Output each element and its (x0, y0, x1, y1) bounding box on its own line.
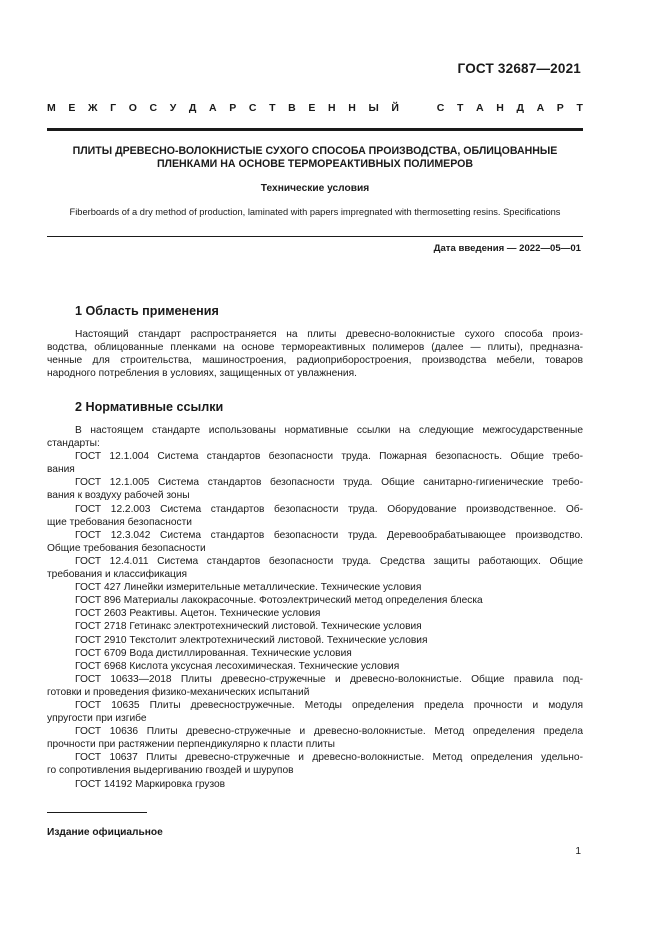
text-line: ГОСТ 2603 Реактивы. Ацетон. Технические условия (75, 608, 321, 620)
text-line: ГОСТ 6968 Кислота уксусная лесохимическая. Технические условия (75, 660, 400, 672)
text-line: ГОСТ 6709 Вода дистиллированная. Технические условия (75, 647, 352, 659)
header-rule (47, 128, 583, 131)
section-2-heading: 2 Нормативные ссылки (75, 400, 224, 414)
heading-letter: Й (391, 102, 399, 114)
page-number: 1 (575, 846, 581, 857)
text-line: Настоящий стандарт распространяется на плиты древесно-волокнистые сухого способа произ- (75, 329, 583, 340)
heading-letter: А (536, 102, 545, 114)
section-2-text (47, 424, 583, 791)
title-line-1: ПЛИТЫ ДРЕВЕСНО-ВОЛОКНИСТЫЕ СУХОГО СПОСОБА ПРОИЗВОДСТВА, ОБЛИЦОВАННЫЕ (72, 145, 558, 157)
text-line: ченные для строительства, машиностроения, радиоприборостроения, производства мебели, товаров (47, 355, 583, 367)
heading-letter: Н (496, 102, 504, 114)
footer-rule (47, 812, 147, 813)
text-line: прочности при растяжении перпендикулярно к пласти плиты (47, 739, 335, 751)
heading-letter: С (149, 102, 158, 114)
heading-letter: Д (188, 102, 197, 114)
heading-letter: Ы (368, 102, 379, 114)
heading-letter: Н (328, 102, 336, 114)
section-1-heading: 1 Область применения (75, 304, 219, 318)
text-line: го сопротивления выдергиванию гвоздей и шурупов (47, 765, 294, 777)
text-line: водства, облицованные пленками на основе термореактивных полимеров (далее — плиты), предназна- (47, 342, 583, 354)
text-line: ГОСТ 10636 Плиты древесно-стружечные и древесно-волокнистые. Метод определения предела (75, 726, 583, 738)
heading-letter: А (209, 102, 217, 114)
heading-letter: Т (269, 102, 276, 114)
heading-letter: О (128, 102, 137, 114)
document-subtitle: Технические условия (260, 183, 370, 194)
heading-letter: М (47, 102, 56, 114)
heading-letter: С (436, 102, 445, 114)
section-1-text (47, 328, 583, 380)
heading-letter: Ж (88, 102, 98, 114)
text-line: ГОСТ 12.1.004 Система стандартов безопасности труда. Пожарная безопасность. Общие требо- (75, 451, 583, 463)
heading-letter: А (476, 102, 484, 114)
heading-letter: Д (516, 102, 524, 114)
text-line: ГОСТ 14192 Маркировка грузов (75, 778, 226, 790)
text-line: ГОСТ 12.1.005 Система стандартов безопасности труда. Общие санитарно-гигиенические требо- (75, 477, 583, 489)
heading-letter: Т (576, 102, 583, 114)
text-line: ГОСТ 2910 Текстолит электротехнический листовой. Технические условия (75, 634, 428, 646)
official-edition-label: Издание официальное (47, 827, 163, 838)
heading-letter: В (288, 102, 296, 114)
heading-letter: С (248, 102, 257, 114)
text-line: ГОСТ 12.4.011 Система стандартов безопасности труда. Средства защиты работающих. Общие (75, 555, 583, 567)
text-line: народного потребления в условиях, защищенных от увлажнения. (47, 368, 357, 380)
text-line: ГОСТ 427 Линейки измерительные металлические. Технические условия (75, 582, 422, 594)
introduction-date: Дата введения — 2022—05—01 (433, 243, 581, 254)
text-line: готовки и проведения физико-механических испытаний (47, 686, 310, 698)
heading-letter: Е (68, 102, 76, 114)
text-line: упругости при изгибе (47, 713, 147, 725)
heading-letter: Р (229, 102, 237, 114)
text-line: В настоящем стандарте использованы нормативные ссылки на следующие межгосударственные (75, 425, 583, 436)
heading-letter: Т (456, 102, 464, 114)
heading-letter: У (169, 102, 177, 114)
title-rule (47, 236, 583, 237)
text-line: щие требования безопасности (47, 516, 192, 528)
standard-number: ГОСТ 32687—2021 (457, 61, 581, 76)
english-title: Fiberboards of a dry method of production, laminated with papers impregnated with thermosetting resins. Specifications (69, 207, 561, 217)
heading-letter: Н (348, 102, 356, 114)
heading-letter: Р (556, 102, 564, 114)
standard-type-heading (47, 102, 583, 114)
title-line-2: ПЛЕНКАМИ НА ОСНОВЕ ТЕРМОРЕАКТИВНЫХ ПОЛИМЕРОВ (156, 158, 474, 170)
text-line: Общие требования безопасности (47, 542, 206, 554)
text-line: ГОСТ 896 Материалы лакокрасочные. Фотоэлектрический метод определения блеска (75, 595, 483, 607)
text-line: ГОСТ 12.2.003 Система стандартов безопасности труда. Оборудование производственное. Об- (75, 503, 583, 515)
text-line: требования и классификация (47, 569, 188, 581)
text-line: вания к воздуху рабочей зоны (47, 490, 190, 502)
text-line: ГОСТ 10635 Плиты древесностружечные. Методы определения предела прочности и модуля (75, 699, 583, 711)
heading-letter: Е (308, 102, 316, 114)
text-line: стандарты: (47, 438, 100, 450)
document-title (47, 145, 583, 171)
heading-letter: Г (110, 102, 117, 114)
text-line: ГОСТ 10633—2018 Плиты древесно-стружечные и древесно-волокнистые. Общие правила под- (75, 673, 583, 685)
text-line: ГОСТ 10637 Плиты древесно-стружечные и древесно-волокнистые. Метод определения удельно- (75, 752, 583, 764)
text-line: ГОСТ 12.3.042 Система стандартов безопасности труда. Деревообрабатывающее производство. (75, 529, 583, 541)
text-line: ГОСТ 2718 Гетинакс электротехнический листовой. Технические условия (75, 621, 422, 633)
text-line: вания (47, 464, 75, 476)
